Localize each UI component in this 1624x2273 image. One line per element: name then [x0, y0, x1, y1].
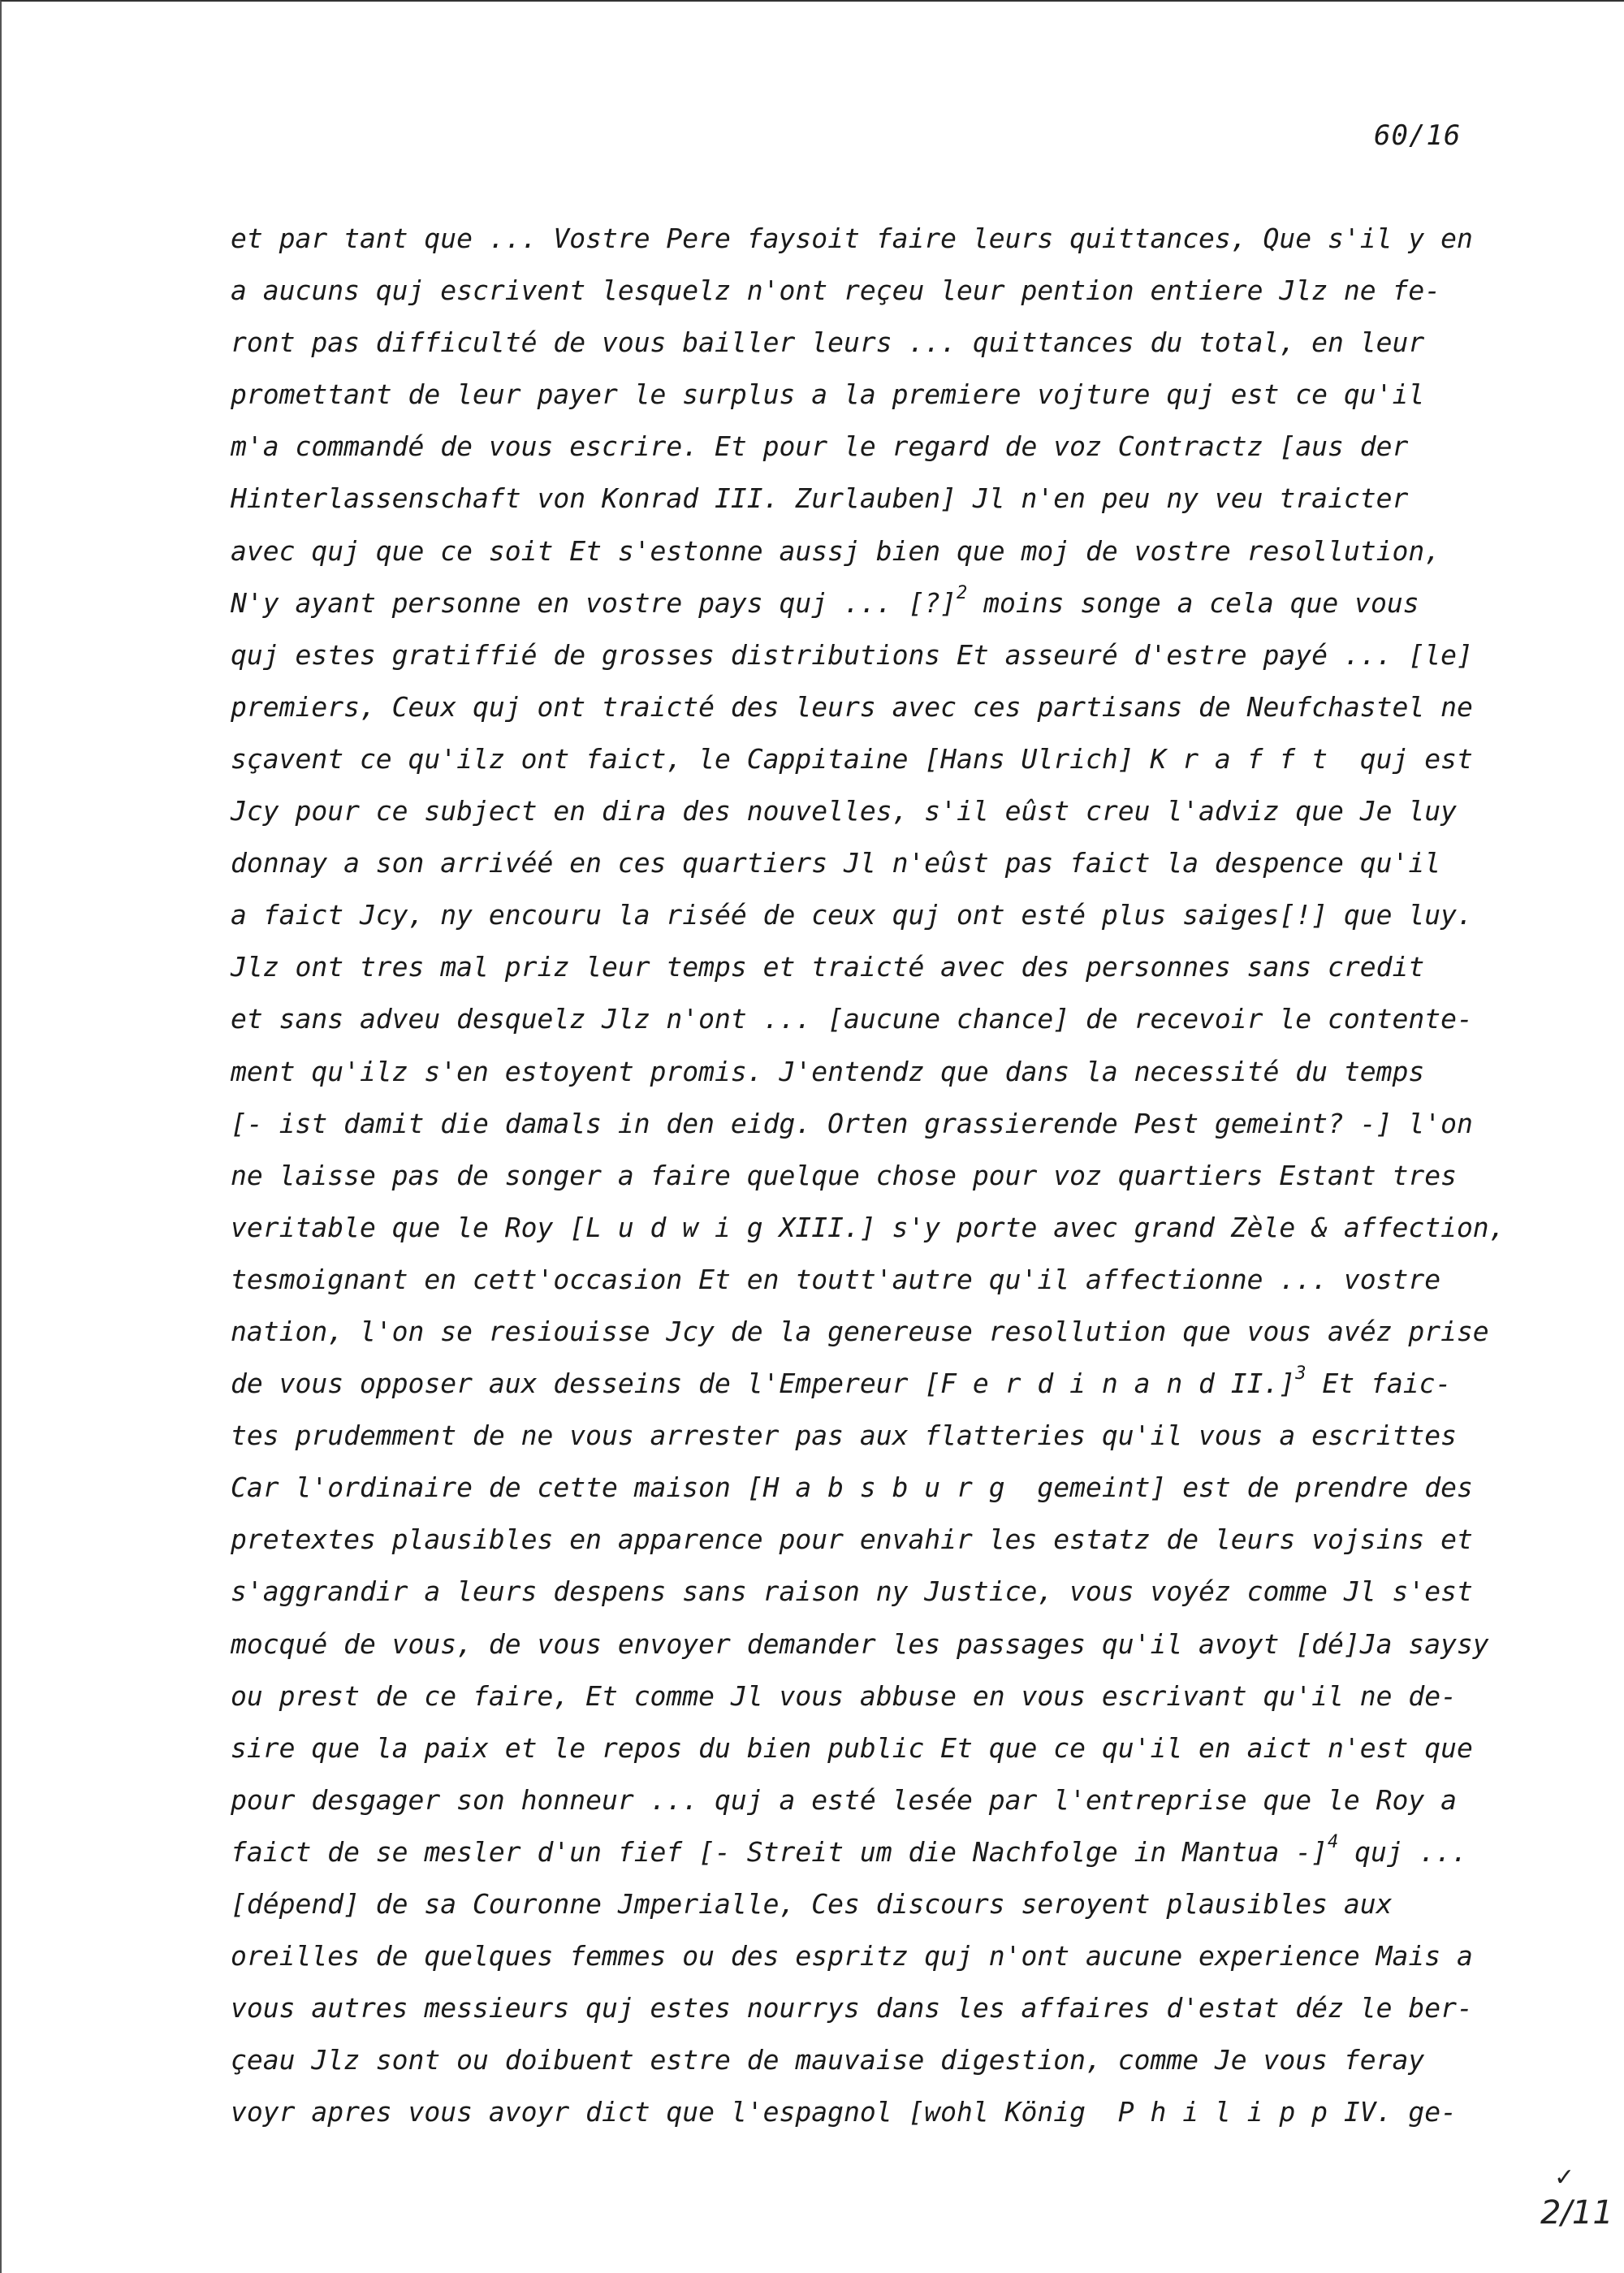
text-line: promettant de leur payer le surplus a la premiere vojture quj est ce qu'il [231, 378, 1425, 411]
text-line: mocqué de vous, de vous envoyer demander les passages qu'il avoyt [dé]Ja saysy [231, 1627, 1489, 1660]
footnote-marker: 4 [1328, 1831, 1339, 1852]
text-line: et sans adveu desquelz Jlz n'ont ... [aucune chance] de recevoir le contente- [231, 1003, 1473, 1035]
text-line: pour desgager son honneur ... quj a esté lesée par l'entreprise que le Roy a [231, 1783, 1457, 1816]
text-segment: faict de se mesler d'un fief [- Streit um die Nachfolge in Mantua -] [231, 1835, 1328, 1868]
text-line: ment qu'ilz s'en estoyent promis. J'entendz que dans la necessité du temps [231, 1055, 1425, 1087]
text-line: tesmoignant en cett'occasion Et en toutt'autre qu'il affectionne ... vostre [231, 1263, 1441, 1295]
text-segment: N'y ayant personne en vostre pays quj ... [?] [231, 586, 957, 619]
page-number: 60/16 [1374, 119, 1462, 152]
text-line: donnay a son arrivéé en ces quartiers Jl n'eûst pas faict la despence qu'il [231, 847, 1441, 879]
text-line: Jlz ont tres mal priz leur temps et traicté avec des personnes sans credit [231, 951, 1425, 983]
text-line: [dépend] de sa Couronne Jmperialle, Ces discours seroyent plausibles aux [231, 1888, 1393, 1920]
text-line [231, 1826, 1562, 1878]
handwritten-archive-number: 2/11 [1540, 2194, 1613, 2232]
text-line: tes prudemment de ne vous arrester pas aux flatteries qu'il vous a escrittes [231, 1420, 1457, 1452]
text-line: ou prest de ce faire, Et comme Jl vous abbuse en vous escrivant qu'il ne de- [231, 1679, 1457, 1712]
text-line: quj estes gratiffié de grosses distributions Et asseuré d'estre payé ... [le] [231, 638, 1473, 671]
text-line: sçavent ce qu'ilz ont faict, le Cappitaine [Hans Ulrich] K r a f f t quj est [231, 742, 1473, 775]
text-line: a faict Jcy, ny encouru la riséé de ceux quj ont esté plus saiges[!] que luy. [231, 899, 1473, 931]
text-line: [- ist damit die damals in den eidg. Orten grassierende Pest gemeint? -] l'on [231, 1107, 1473, 1139]
text-line: oreilles de quelques femmes ou des espritz quj n'ont aucune experience Mais a [231, 1940, 1473, 1973]
text-line: s'aggrandir a leurs despens sans raison ny Justice, vous voyéz comme Jl s'est [231, 1575, 1473, 1608]
text-line: pretextes plausibles en apparence pour envahir les estatz de leurs vojsins et [231, 1523, 1473, 1556]
text-line: Hinterlassenschaft von Konrad III. Zurlauben] Jl n'en peu ny veu traicter [231, 482, 1409, 515]
text-segment: de vous opposer aux desseins de l'Empereur [F e r d i n a n d II.] [231, 1368, 1296, 1400]
text-line: m'a commandé de vous escrire. Et pour le regard de voz Contractz [aus der [231, 430, 1409, 463]
text-line: çeau Jlz sont ou doibuent estre de mauvaise digestion, comme Je vous feray [231, 2044, 1425, 2076]
text-line: et par tant que ... Vostre Pere faysoit faire leurs quittances, Que s'il y en [231, 223, 1473, 254]
text-line: nation, l'on se resiouisse Jcy de la genereuse resollution que vous avéz prise [231, 1315, 1489, 1347]
text-line: a aucuns quj escrivent lesquelz n'ont reçeu leur pention entiere Jlz ne fe- [231, 274, 1441, 307]
text-segment: Et faic- [1306, 1368, 1452, 1400]
text-segment: quj ... [1338, 1835, 1468, 1868]
text-line: vous autres messieurs quj estes nourrys dans les affaires d'estat déz le ber- [231, 1992, 1473, 2025]
text-line: ront pas difficulté de vous bailler leurs ... quittances du total, en leur [231, 326, 1425, 359]
footnote-marker: 2 [957, 582, 968, 603]
letter-body [231, 213, 1562, 2138]
text-line [231, 1358, 1562, 1410]
text-line: voyr apres vous avoyr dict que l'espagnol [wohl König P h i l i p p IV. ge- [231, 2096, 1457, 2128]
text-line [231, 577, 1562, 629]
text-segment: moins songe a cela que vous [967, 586, 1419, 619]
text-line: ne laisse pas de songer a faire quelque chose pour voz quartiers Estant tres [231, 1159, 1457, 1191]
text-line: Car l'ordinaire de cette maison [H a b s b u r g gemeint] est de prendre des [231, 1471, 1473, 1504]
footnote-marker: 3 [1295, 1363, 1307, 1385]
check-mark: ✓ [1554, 2163, 1575, 2192]
text-line: Jcy pour ce subject en dira des nouvelles, s'il eûst creu l'adviz que Je luy [231, 795, 1457, 828]
text-line: premiers, Ceux quj ont traicté des leurs avec ces partisans de Neufchastel ne [231, 690, 1473, 723]
text-line: veritable que le Roy [L u d w i g XIII.] s'y porte avec grand Zèle & affection, [231, 1211, 1505, 1243]
text-line: sire que la paix et le repos du bien public Et que ce qu'il en aict n'est que [231, 1731, 1473, 1764]
text-line: avec quj que ce soit Et s'estonne aussj bien que moj de vostre resollution, [231, 534, 1441, 567]
